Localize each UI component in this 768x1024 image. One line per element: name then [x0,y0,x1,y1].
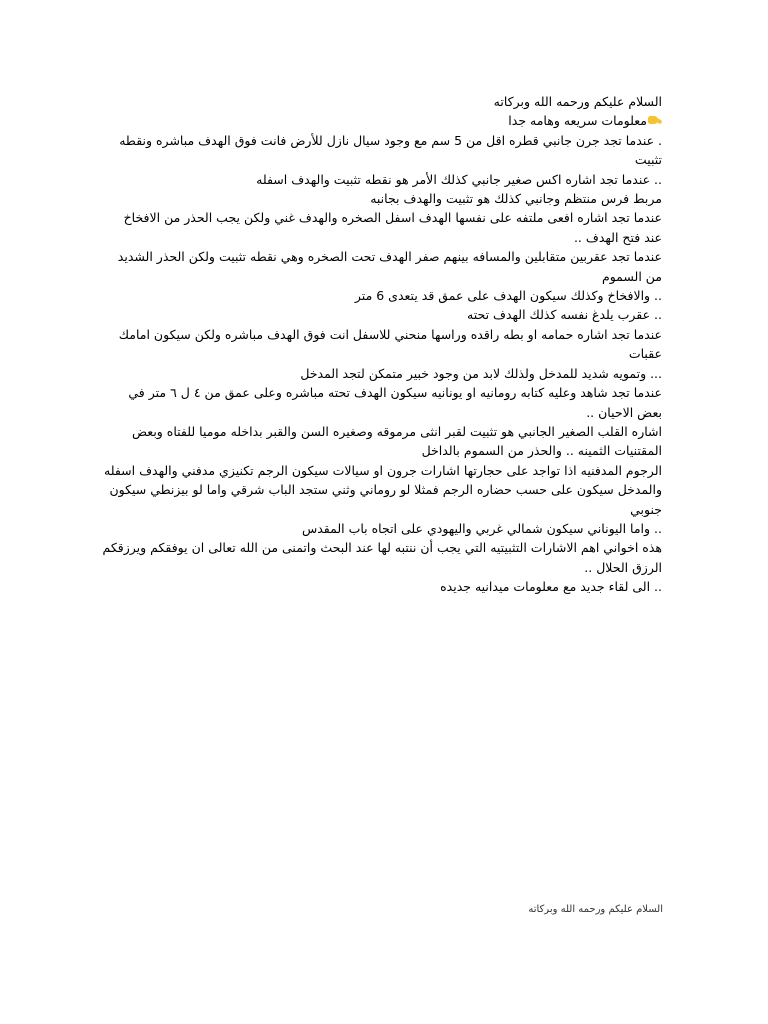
body-line: ... وتمويه شديد للمدخل ولذلك لابد من وجود خبير متمكن لتجد المدخل [300,365,662,381]
body-line: . عندما تجد جرن جانبي قطره اقل من 5 سم مع وجود سيال نازل للأرض فانت فوق الهدف مباشره ونقطه تثبيت [119,132,662,168]
body-line: عندما تجد اشاره حمامه او بطه راقده وراسها منحني للاسفل انت فوق الهدف مباشره ولكن سيكون امامك عقبات [118,326,662,362]
body-line: .. الى لقاء جديد مع معلومات ميدانيه جديده [440,579,662,595]
document-body [102,92,662,597]
body-line: عندما تجد عقربين متقابلين والمسافه بينهم صفر الهدف تحت الصخره وهي نقطه تثبيت ولكن الحذر الشديد من السموم [117,249,662,284]
footer-greeting: السلام عليكم ورحمه الله وبركاته [528,904,663,915]
body-line: عندما تجد اشاره افعى ملتفه على نفسها الهدف اسفل الصخره والهدف غني ولكن يجب الحذر من الافخاخ عند فتح الهدف .. [123,210,662,245]
body-line: .. واما اليوناني سيكون شمالي غربي واليهودي على اتجاه باب المقدس [301,520,662,536]
body-line: .. عقرب يلدغ نفسه كذلك الهدف تحته [467,307,662,323]
intro-line [102,111,662,130]
body-line: .. عندما تجد اشاره اكس صغير جانبي كذلك الأمر هو نقطه تثبيت والهدف اسفله [256,171,662,187]
body-line: هذه اخواني اهم الاشارات التثبيتيه التي يجب أن ننتبه لها عند البحث واتمنى من الله تعالى ان يوفقكم ويرزقكم الرزق الحلال .. [102,540,662,575]
body-lines [102,131,662,597]
pointing-hand-icon [648,114,662,126]
body-line: مربط فرس منتظم وجانبي كذلك هو تثبيت والهدف بجانبه [370,191,662,207]
body-line: الرجوم المدفنيه اذا تواجد على حجارتها اشارات جرون او سيالات سيكون الرجم تكنيزي مدفني والهدف اسفله [104,462,662,478]
intro-text: معلومات سريعه وهامه جدا [508,113,647,129]
body-line: .. والافخاخ وكذلك سيكون الهدف على عمق قد يتعدى 6 متر [354,288,662,304]
greeting-line: السلام عليكم ورحمه الله وبركاته [493,94,662,109]
body-line: عندما تجد شاهد وعليه كتابه رومانيه او يونانيه سيكون الهدف تحته مباشره وعلى عمق من ٤ ل ٦ متر في بعض الاحيان .. [128,385,662,420]
body-line: اشاره القلب الصغير الجانبي هو تثبيت لقبر انثى مرموقه وصغيره السن والقبر بداخله موميا للفتاه وبعض المقتنيات الثمينه .. والحذر من السموم بالداخل [131,423,662,459]
body-line: والمدخل سيكون على حسب حضاره الرجم فمثلا لو روماني وثني ستجد الباب شرقي واما لو بيزنطي سيكون جنوبي [109,482,662,517]
